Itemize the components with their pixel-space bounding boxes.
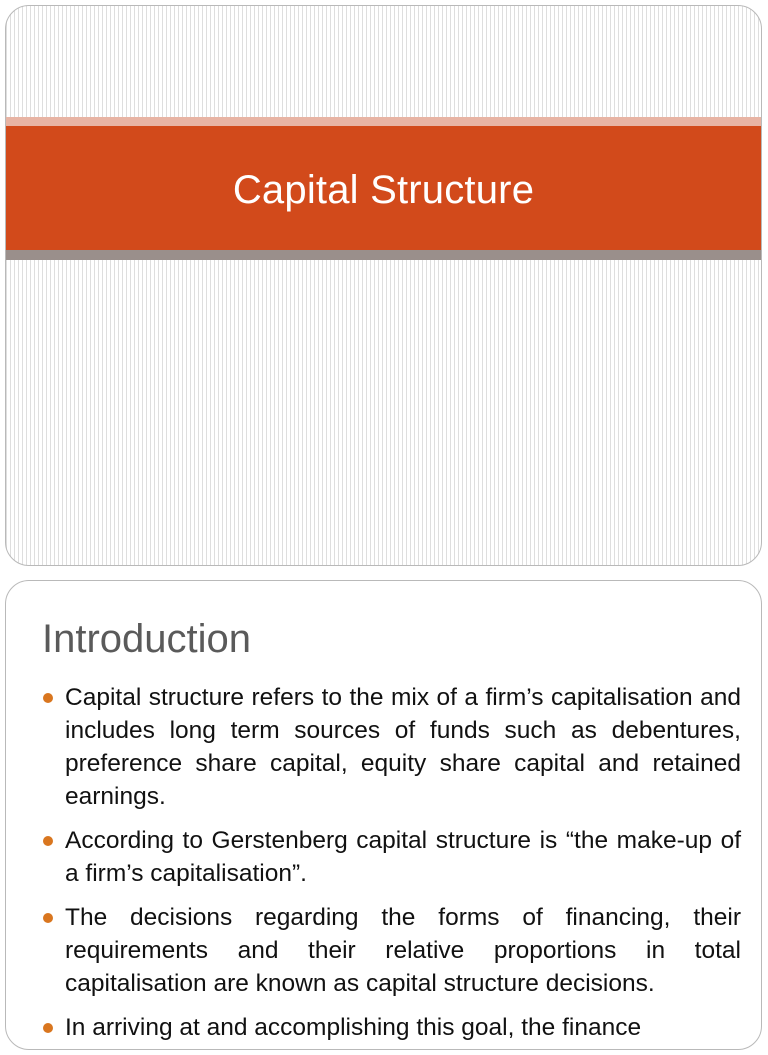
list-item xyxy=(38,681,741,813)
title-bottom-stripe xyxy=(6,250,761,260)
bullet-icon xyxy=(43,913,53,923)
introduction-slide xyxy=(5,580,762,1050)
title-slide xyxy=(5,5,762,566)
list-item xyxy=(38,824,741,890)
bullet-text: Capital structure refers to the mix of a firm’s capitalisation and includes long term sources of funds such as debentures, preference share capital, equity share capital and retained earnings. xyxy=(65,684,741,810)
bullet-text: According to Gerstenberg capital structure is “the make-up of a firm’s capitalisation”. xyxy=(65,827,741,887)
title-top-stripe xyxy=(6,117,761,126)
slide-title: Capital Structure xyxy=(232,167,535,212)
bullet-icon xyxy=(43,693,53,703)
slide-heading: Introduction xyxy=(42,617,252,661)
list-item xyxy=(38,901,741,1000)
list-item xyxy=(38,1011,741,1044)
bullet-text: In arriving at and accomplishing this goal, the finance xyxy=(65,1014,642,1041)
bullet-icon xyxy=(43,1023,53,1033)
title-band xyxy=(6,126,761,250)
bullet-text: The decisions regarding the forms of financing, their requirements and their relative proportions in total capitalisation are known as capital structure decisions. xyxy=(65,904,741,997)
bullet-icon xyxy=(43,836,53,846)
bullet-list xyxy=(38,681,741,1055)
